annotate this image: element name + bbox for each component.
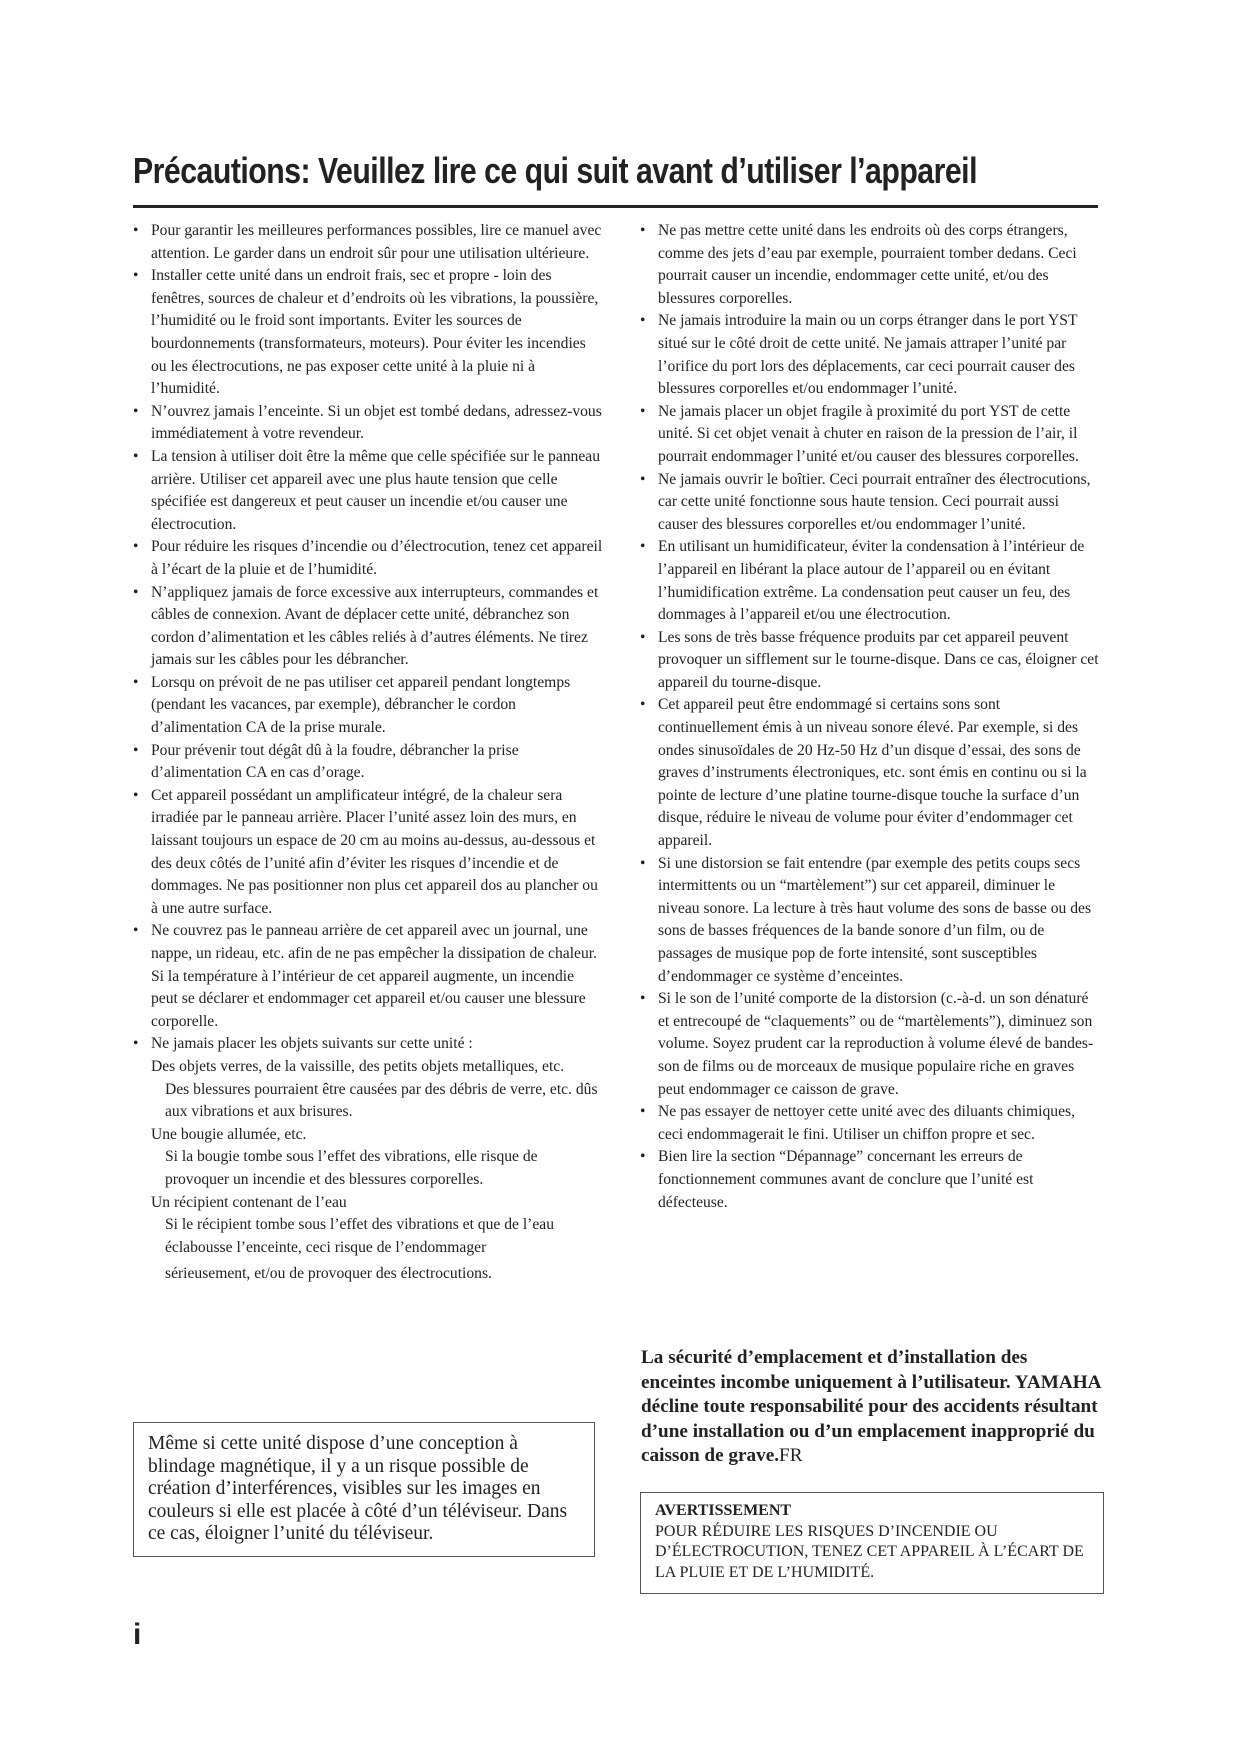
page-title: Précautions: Veuillez lire ce qui suit avant d’utiliser l’appareil — [133, 150, 977, 191]
list-item: • N’appliquez jamais de force excessive aux interrupteurs, commandes et câbles de connexion. Avant de déplacer cette unité, débranchez son cordon d’alimentation et les câbles reliés à d’autres éléments. Ne tirez jamais sur les câbles pour les débrancher. — [133, 582, 603, 672]
list-item: • Pour garantir les meilleures performances possibles, lire ce manuel avec attention. Le garder dans un endroit sûr pour une utilisation ultérieure. — [133, 220, 603, 265]
right-column — [640, 220, 1100, 1214]
list-item: • Lorsqu on prévoit de ne pas utiliser cet appareil pendant longtemps (pendant les vacances, par exemple), débrancher le cordon d’alimentation CA de la prise murale. — [133, 672, 603, 740]
page-number: i — [133, 1618, 142, 1651]
list-item: • En utilisant un humidificateur, éviter la condensation à l’intérieur de l’appareil en libérant la place autour de l’appareil ou en évitant l’humidification extrême. La condensation peut causer un feu, des dommages à l’appareil et/ou une électrocution. — [640, 536, 1100, 626]
object-note: Des blessures pourraient être causées par des débris de verre, etc. dûs aux vibrations et aux brisures. — [165, 1080, 598, 1121]
list-item: • Ne jamais introduire la main ou un corps étranger dans le port YST situé sur le côté droit de cette unité. Ne jamais attraper l’unité par l’orifice du port lors des déplacements, car ceci pourrait causer des blessures corporelles et/ou endommager l’unité. — [640, 310, 1100, 400]
list-item: • Bien lire la section “Dépannage” concernant les erreurs de fonctionnement communes avant de conclure que l’unité est défecteuse. — [640, 1146, 1100, 1214]
list-item: • Les sons de très basse fréquence produits par cet appareil peuvent provoquer un sifflement sur le tourne-disque. Dans ce cas, éloigner cet appareil du tourne-disque. — [640, 627, 1100, 695]
title-rule — [133, 205, 1098, 208]
warning-box — [640, 1492, 1104, 1594]
magnetic-shielding-note: Même si cette unité dispose d’une conception à blindage magnétique, il y a un risque possible de création d’interférences, visibles sur les images en couleurs si elle est placée à côté d’un téléviseur. Dans ce cas, éloigner l’unité du téléviseur. — [133, 1422, 595, 1557]
list-item: • N’ouvrez jamais l’enceinte. Si un objet est tombé dedans, adressez-vous immédiatement à votre revendeur. — [133, 401, 603, 446]
list-item: • Si le son de l’unité comporte de la distorsion (c.-à-d. un son dénaturé et entrecoupé de “claquements” ou de “martèlements”), diminuez son volume. Soyez prudent car la reproduction à volume élevé de bandes-son de films ou de morceaux de musique populaire riche en graves peut endommager ce caisson de grave. — [640, 988, 1100, 1101]
precautions-list-right — [640, 220, 1100, 1214]
list-item: • Pour réduire les risques d’incendie ou d’électrocution, tenez cet appareil à l’écart de la pluie et de l’humidité. — [133, 536, 603, 581]
list-item: • Ne pas mettre cette unité dans les endroits où des corps étrangers, comme des jets d’eau par exemple, pourraient tomber dedans. Ceci pourrait causer un incendie, endommager cette unité, et/ou des blessures corporelles. — [640, 220, 1100, 310]
list-item: • Pour prévenir tout dégât dû à la foudre, débrancher la prise d’alimentation CA en cas d’orage. — [133, 740, 603, 785]
list-item: • Ne jamais placer un objet fragile à proximité du port YST de cette unité. Si cet objet venait à chuter en raison de la pression de l’air, il pourrait endommager l’unité et/ou causer des blessures corporelles. — [640, 401, 1100, 469]
precautions-list-left — [133, 220, 603, 1056]
left-column — [133, 220, 603, 1286]
list-item: • Si une distorsion se fait entendre (par exemple des petits coups secs intermittents ou un “martèlement”) sur cet appareil, diminuer le niveau sonore. La lecture à très haut volume des sons de basse ou des sons de basses fréquences de la bande sonore d’un film, ou de passages de musique pop de forte intensité, sont susceptibles d’endommager ce système d’enceintes. — [640, 853, 1100, 989]
object-note: Si le récipient tombe sous l’effet des vibrations et que de l’eau éclabousse l’enceinte, ceci risque de l’endommager — [165, 1216, 555, 1256]
list-item: • Cet appareil peut être endommagé si certains sons sont continuellement émis à un niveau sonore élevé. Par exemple, si des ondes sinusoïdales de 20 Hz-50 Hz d’un disque d’essai, des sons de graves d’instruments électroniques, etc. sont émis en continu ou si la pointe de lecture d’une platine tourne-disque touche la surface d’un disque, réduire le niveau de volume pour éviter d’endommager cet appareil. — [640, 694, 1100, 852]
list-item: • Ne couvrez pas le panneau arrière de cet appareil avec un journal, une nappe, un rideau, etc. afin de ne pas empêcher la dissipation de chaleur. Si la température à l’intérieur de cet appareil augmente, un incendie peut se déclarer et endommager cet appareil et/ou causer une blessure corporelle. — [133, 920, 603, 1033]
object-item: Des objets verres, de la vaissille, des petits objets metalliques, etc. — [151, 1057, 565, 1075]
language-code: FR — [779, 1445, 803, 1466]
responsibility-note — [641, 1346, 1103, 1469]
object-note: Si la bougie tombe sous l’effet des vibrations, elle risque de provoquer un incendie et des blessures corporelles. — [165, 1148, 538, 1188]
object-item: Un récipient contenant de l’eau — [151, 1193, 347, 1211]
responsibility-text: La sécurité d’emplacement et d’installation des enceintes incombe uniquement à l’utilisateur. YAMAHA décline toute responsabilité pour des accidents résultant d’une installation ou d’un emplacement inapproprié du caisson de grave. — [641, 1347, 1101, 1466]
list-item: • Ne pas essayer de nettoyer cette unité avec des diluants chimiques, ceci endommagerait le fini. Utiliser un chiffon propre et sec. — [640, 1101, 1100, 1146]
object-note: sérieusement, et/ou de provoquer des électrocutions. — [165, 1265, 492, 1283]
list-item: • Ne jamais placer les objets suivants sur cette unité : — [133, 1033, 603, 1056]
list-item: • Installer cette unité dans un endroit frais, sec et propre - loin des fenêtres, sources de chaleur et d’endroits où les vibrations, la poussière, l’humidité ou le froid sont importants. Eviter les sources de bourdonnements (transformateurs, moteurs). Pour éviter les incendies ou les électrocutions, ne pas exposer cette unité à la pluie ni à l’humidité. — [133, 265, 603, 401]
object-item: Une bougie allumée, etc. — [151, 1125, 307, 1143]
warning-text: POUR RÉDUIRE LES RISQUES D’INCENDIE OU D’ÉLECTROCUTION, TENEZ CET APPAREIL À L’ÉCART DE LA PLUIE ET DE L’HUMIDITÉ. — [655, 1522, 1084, 1581]
list-item: • La tension à utiliser doit être la même que celle spécifiée sur le panneau arrière. Utiliser cet appareil avec une plus haute tension que celle spécifiée est dangereux et peut causer un incendie et/ou causer une électrocution. — [133, 446, 603, 536]
warning-heading: AVERTISSEMENT — [655, 1502, 792, 1519]
list-item: • Ne jamais ouvrir le boîtier. Ceci pourrait entraîner des électrocutions, car cette unité fonctionne sous haute tension. Ceci pourrait aussi causer des blessures corporelles et/ou endommager l’unité. — [640, 469, 1100, 537]
list-item: • Cet appareil possédant un amplificateur intégré, de la chaleur sera irradiée par le panneau arrière. Placer l’unité assez loin des murs, en laissant toujours un espace de 20 cm au moins au-dessus, au-dessous et des deux côtés de l’unité afin d’éviter les risques d’incendie et de dommages. Ne pas positionner non plus cet appareil dos au plancher ou à une autre surface. — [133, 785, 603, 921]
